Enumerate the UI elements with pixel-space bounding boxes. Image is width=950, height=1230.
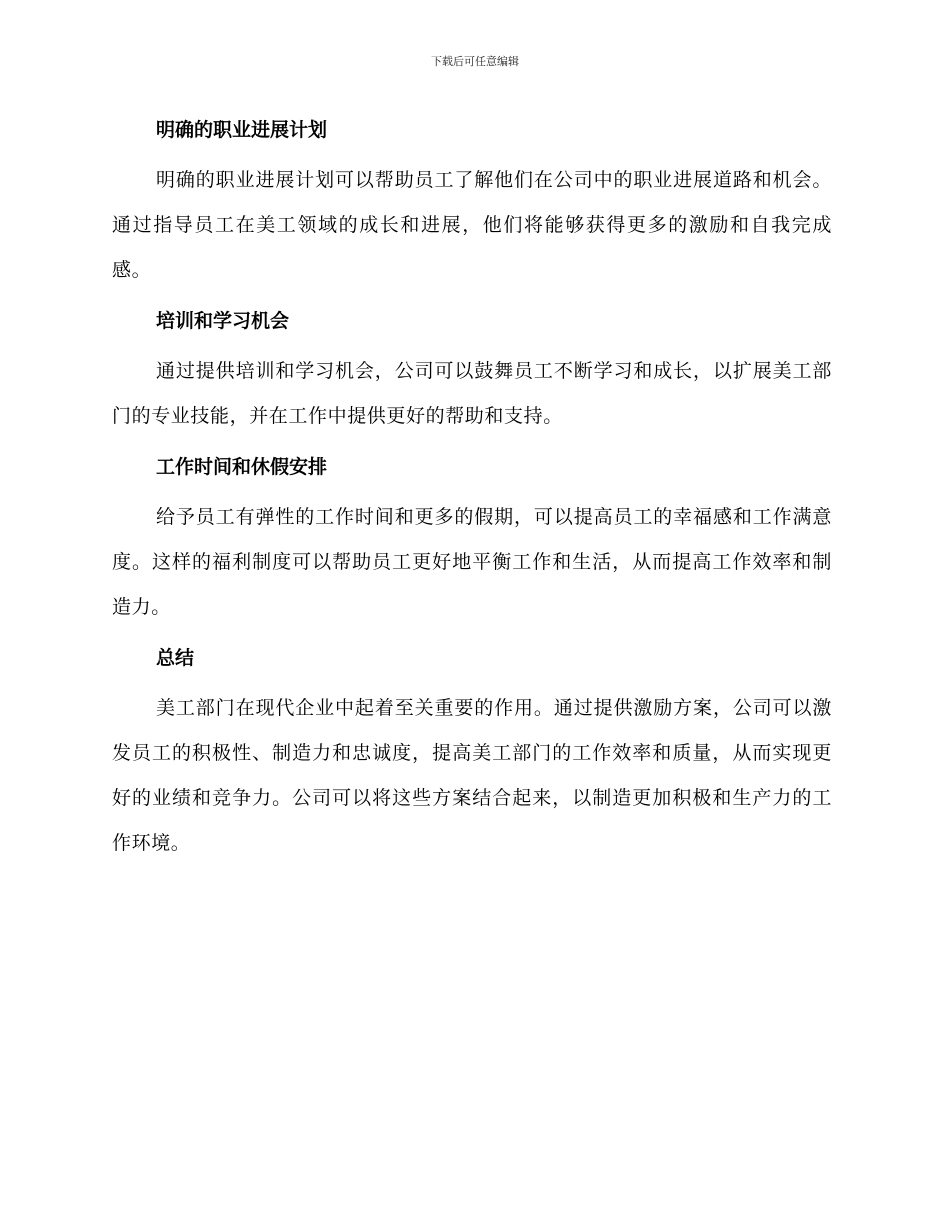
section-paragraph-summary: 美工部门在现代企业中起着至关重要的作用。通过提供激励方案，公司可以激发员工的积极性、制造力和忠诚度，提高美工部门的工作效率和质量，从而实现更好的业绩和竞争力。公司可以将这些方案结合起来，以制造更加积极和生产力的工作环境。	[112, 697, 832, 854]
spacer	[112, 293, 832, 303]
header-note: 下载后可任意编辑	[431, 55, 519, 68]
section-heading-training: 培训和学习机会	[156, 310, 290, 332]
document-body	[112, 112, 832, 866]
spacer	[112, 676, 832, 686]
section-paragraph-work-time: 给予员工有弹性的工作时间和更多的假期，可以提高员工的幸福感和工作满意度。这样的福利制度可以帮助员工更好地平衡工作和生活，从而提高工作效率和制造力。	[112, 506, 832, 618]
spacer	[112, 630, 832, 640]
spacer	[112, 339, 832, 349]
section-heading-summary: 总结	[156, 647, 195, 669]
spacer	[112, 485, 832, 495]
section-paragraph-career-plan: 明确的职业进展计划可以帮助员工了解他们在公司中的职业进展道路和机会。通过指导员工在美工领域的成长和进展，他们将能够获得更多的激励和自我完成感。	[112, 169, 832, 281]
spacer	[112, 439, 832, 449]
spacer	[112, 148, 832, 158]
section-heading-career-plan: 明确的职业进展计划	[156, 119, 328, 141]
section-paragraph-training: 通过提供培训和学习机会，公司可以鼓舞员工不断学习和成长，以扩展美工部门的专业技能，并在工作中提供更好的帮助和支持。	[112, 360, 832, 427]
section-heading-work-time: 工作时间和休假安排	[156, 456, 328, 478]
